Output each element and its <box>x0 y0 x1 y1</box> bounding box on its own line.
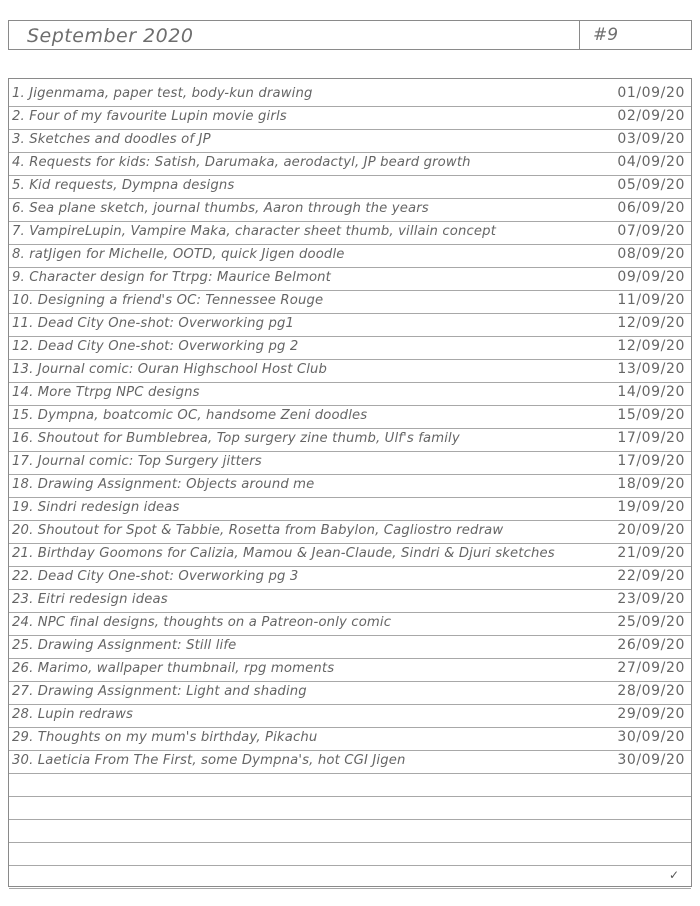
list-item <box>9 152 691 175</box>
entry-text: 28. Lupin redraws <box>12 707 134 722</box>
list-item <box>9 382 691 405</box>
entry-date: 27/09/20 <box>617 660 685 676</box>
header-divider <box>579 21 580 49</box>
entry-date: 20/09/20 <box>617 522 685 538</box>
list-item <box>9 704 691 727</box>
list-item <box>9 221 691 244</box>
entry-text: 20. Shoutout for Spot & Tabbie, Rosetta from Babylon, Cagliostro redraw <box>12 523 504 538</box>
list-item <box>9 543 691 566</box>
entry-date: 07/09/20 <box>617 223 685 239</box>
list-item <box>9 313 691 336</box>
entry-text: 12. Dead City One-shot: Overworking pg 2 <box>12 339 299 354</box>
entry-date: 26/09/20 <box>617 637 685 653</box>
list-item <box>9 520 691 543</box>
entry-text: 22. Dead City One-shot: Overworking pg 3 <box>12 569 299 584</box>
list-item <box>9 290 691 313</box>
list-item <box>9 612 691 635</box>
list-item <box>9 474 691 497</box>
entry-text: 16. Shoutout for Bumblebrea, Top surgery zine thumb, Ulf's family <box>12 431 460 446</box>
entry-date: 22/09/20 <box>617 568 685 584</box>
entry-date: 01/09/20 <box>617 85 685 101</box>
entry-date: 04/09/20 <box>617 154 685 170</box>
entry-date: 02/09/20 <box>617 108 685 124</box>
entry-text: 10. Designing a friend's OC: Tennessee Rouge <box>12 293 324 308</box>
entry-text: 18. Drawing Assignment: Objects around me <box>12 477 315 492</box>
entry-date: 30/09/20 <box>617 729 685 745</box>
entry-date: 03/09/20 <box>617 131 685 147</box>
corner-mark: ✓ <box>668 868 679 882</box>
header-box <box>8 20 692 50</box>
entry-date: 15/09/20 <box>617 407 685 423</box>
ruled-line <box>9 796 691 797</box>
entry-date: 21/09/20 <box>617 545 685 561</box>
list-item <box>9 244 691 267</box>
ruled-line <box>9 842 691 843</box>
log-sheet <box>8 78 692 887</box>
entry-date: 11/09/20 <box>617 292 685 308</box>
entry-date: 29/09/20 <box>617 706 685 722</box>
entry-text: 24. NPC final designs, thoughts on a Patreon-only comic <box>12 615 392 630</box>
entry-text: 21. Birthday Goomons for Calizia, Mamou & Jean-Claude, Sindri & Djuri sketches <box>12 546 555 561</box>
list-item <box>9 681 691 704</box>
entry-text: 14. More Ttrpg NPC designs <box>12 385 200 400</box>
list-item <box>9 106 691 129</box>
list-item <box>9 566 691 589</box>
entry-text: 23. Eitri redesign ideas <box>12 592 168 607</box>
entry-date: 08/09/20 <box>617 246 685 262</box>
list-item <box>9 405 691 428</box>
entry-text: 30. Laeticia From The First, some Dympna's, hot CGI Jigen <box>12 753 406 768</box>
entry-date: 18/09/20 <box>617 476 685 492</box>
page-title: September 2020 <box>27 25 194 47</box>
entry-text: 25. Drawing Assignment: Still life <box>12 638 237 653</box>
list-item <box>9 750 691 773</box>
list-item <box>9 175 691 198</box>
entry-date: 17/09/20 <box>617 430 685 446</box>
list-item <box>9 635 691 658</box>
entry-text: 6. Sea plane sketch, journal thumbs, Aaron through the years <box>12 201 429 216</box>
list-item <box>9 198 691 221</box>
entry-date: 05/09/20 <box>617 177 685 193</box>
entry-text: 27. Drawing Assignment: Light and shading <box>12 684 307 699</box>
entry-text: 15. Dympna, boatcomic OC, handsome Zeni doodles <box>12 408 368 423</box>
entry-text: 13. Journal comic: Ouran Highschool Host Club <box>12 362 328 377</box>
list-item <box>9 83 691 106</box>
list-item <box>9 658 691 681</box>
entry-date: 13/09/20 <box>617 361 685 377</box>
entry-text: 2. Four of my favourite Lupin movie girls <box>12 109 287 124</box>
entry-text: 7. VampireLupin, Vampire Maka, character sheet thumb, villain concept <box>12 224 497 239</box>
entry-text: 19. Sindri redesign ideas <box>12 500 180 515</box>
list-item <box>9 336 691 359</box>
entry-date: 28/09/20 <box>617 683 685 699</box>
list-item <box>9 451 691 474</box>
entry-date: 19/09/20 <box>617 499 685 515</box>
entry-text: 29. Thoughts on my mum's birthday, Pikachu <box>12 730 318 745</box>
list-item <box>9 428 691 451</box>
list-item <box>9 727 691 750</box>
list-item <box>9 129 691 152</box>
entry-date: 25/09/20 <box>617 614 685 630</box>
entry-date: 09/09/20 <box>617 269 685 285</box>
entry-text: 8. ratJigen for Michelle, OOTD, quick Jigen doodle <box>12 247 345 262</box>
ruled-line <box>9 819 691 820</box>
entry-text: 3. Sketches and doodles of JP <box>12 132 211 147</box>
entry-text: 26. Marimo, wallpaper thumbnail, rpg moments <box>12 661 335 676</box>
entry-date: 30/09/20 <box>617 752 685 768</box>
ruled-line <box>9 888 691 889</box>
entry-date: 12/09/20 <box>617 315 685 331</box>
entry-date: 23/09/20 <box>617 591 685 607</box>
entry-date: 12/09/20 <box>617 338 685 354</box>
entry-text: 9. Character design for Ttrpg: Maurice Belmont <box>12 270 331 285</box>
entry-date: 14/09/20 <box>617 384 685 400</box>
ruled-line <box>9 865 691 866</box>
list-item <box>9 359 691 382</box>
list-item <box>9 589 691 612</box>
ruled-line <box>9 773 691 774</box>
entry-text: 4. Requests for kids: Satish, Darumaka, aerodactyl, JP beard growth <box>12 155 471 170</box>
list-item <box>9 267 691 290</box>
entry-date: 17/09/20 <box>617 453 685 469</box>
list-item <box>9 497 691 520</box>
entry-text: 5. Kid requests, Dympna designs <box>12 178 235 193</box>
entry-text: 17. Journal comic: Top Surgery jitters <box>12 454 262 469</box>
entry-text: 11. Dead City One-shot: Overworking pg1 <box>12 316 295 331</box>
entry-date: 06/09/20 <box>617 200 685 216</box>
issue-number: #9 <box>593 25 619 45</box>
entry-text: 1. Jigenmama, paper test, body-kun drawing <box>12 86 313 101</box>
